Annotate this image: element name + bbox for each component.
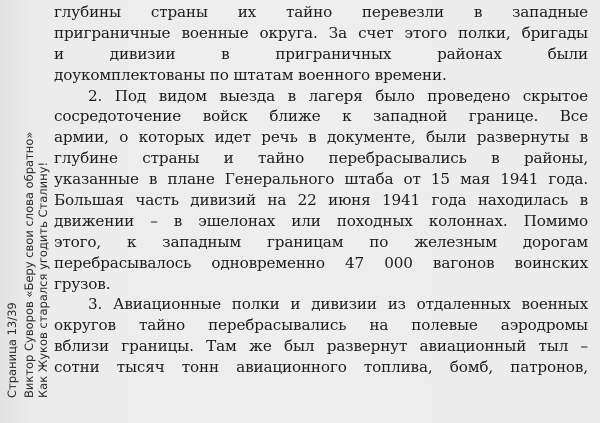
text-line: 2. Под видом выезда в лагеря было проведено скрытое bbox=[88, 86, 588, 105]
text-line: глубине страны и тайно перебрасывались в районы, bbox=[54, 149, 588, 168]
body-text bbox=[54, 2, 588, 378]
text-line: сосредоточение войск ближе к западной границе. Все bbox=[54, 107, 588, 126]
page-sidebar bbox=[0, 0, 52, 423]
text-line: доукомплектованы по штатам военного времени. bbox=[54, 65, 447, 84]
text-line: 3. Авиационные полки и дивизии из отдаленных военных bbox=[88, 295, 588, 314]
text-line: приграничные военные округа. За счет этого полки, бригады bbox=[54, 23, 588, 42]
text-line: сотни тысяч тонн авиационного топлива, бомб, патронов, bbox=[54, 358, 588, 377]
text-line: вблизи границы. Там же был развернут авиационный тыл – bbox=[54, 337, 588, 356]
text-line: округов тайно перебрасывались на полевые аэродромы bbox=[54, 316, 588, 335]
text-line: движении – в эшелонах или походных колоннах. Помимо bbox=[54, 211, 588, 230]
text-line: грузов. bbox=[54, 274, 111, 293]
text-line: и дивизии в приграничных районах были bbox=[54, 44, 588, 63]
book-title: Виктор Суворов «Беру свои слова обратно» bbox=[22, 131, 36, 398]
text-line: перебрасывалось одновременно 47 000 вагонов воинских bbox=[54, 253, 588, 272]
text-line: глубины страны их тайно перевезли в западные bbox=[54, 3, 588, 21]
text-line: этого, к западным границам по железным дорогам bbox=[54, 232, 588, 251]
chapter-title: Как Жуков старался угодить Сталину! bbox=[36, 161, 50, 398]
text-line: Большая часть дивизий на 22 июня 1941 года находилась в bbox=[54, 191, 588, 210]
text-line: армии, о которых идет речь в документе, были развернуты в bbox=[54, 128, 588, 147]
text-line: указанные в плане Генерального штаба от 15 мая 1941 года. bbox=[54, 170, 588, 189]
book-header bbox=[22, 132, 50, 398]
page-number-label: Страница 13/39 bbox=[5, 302, 19, 398]
